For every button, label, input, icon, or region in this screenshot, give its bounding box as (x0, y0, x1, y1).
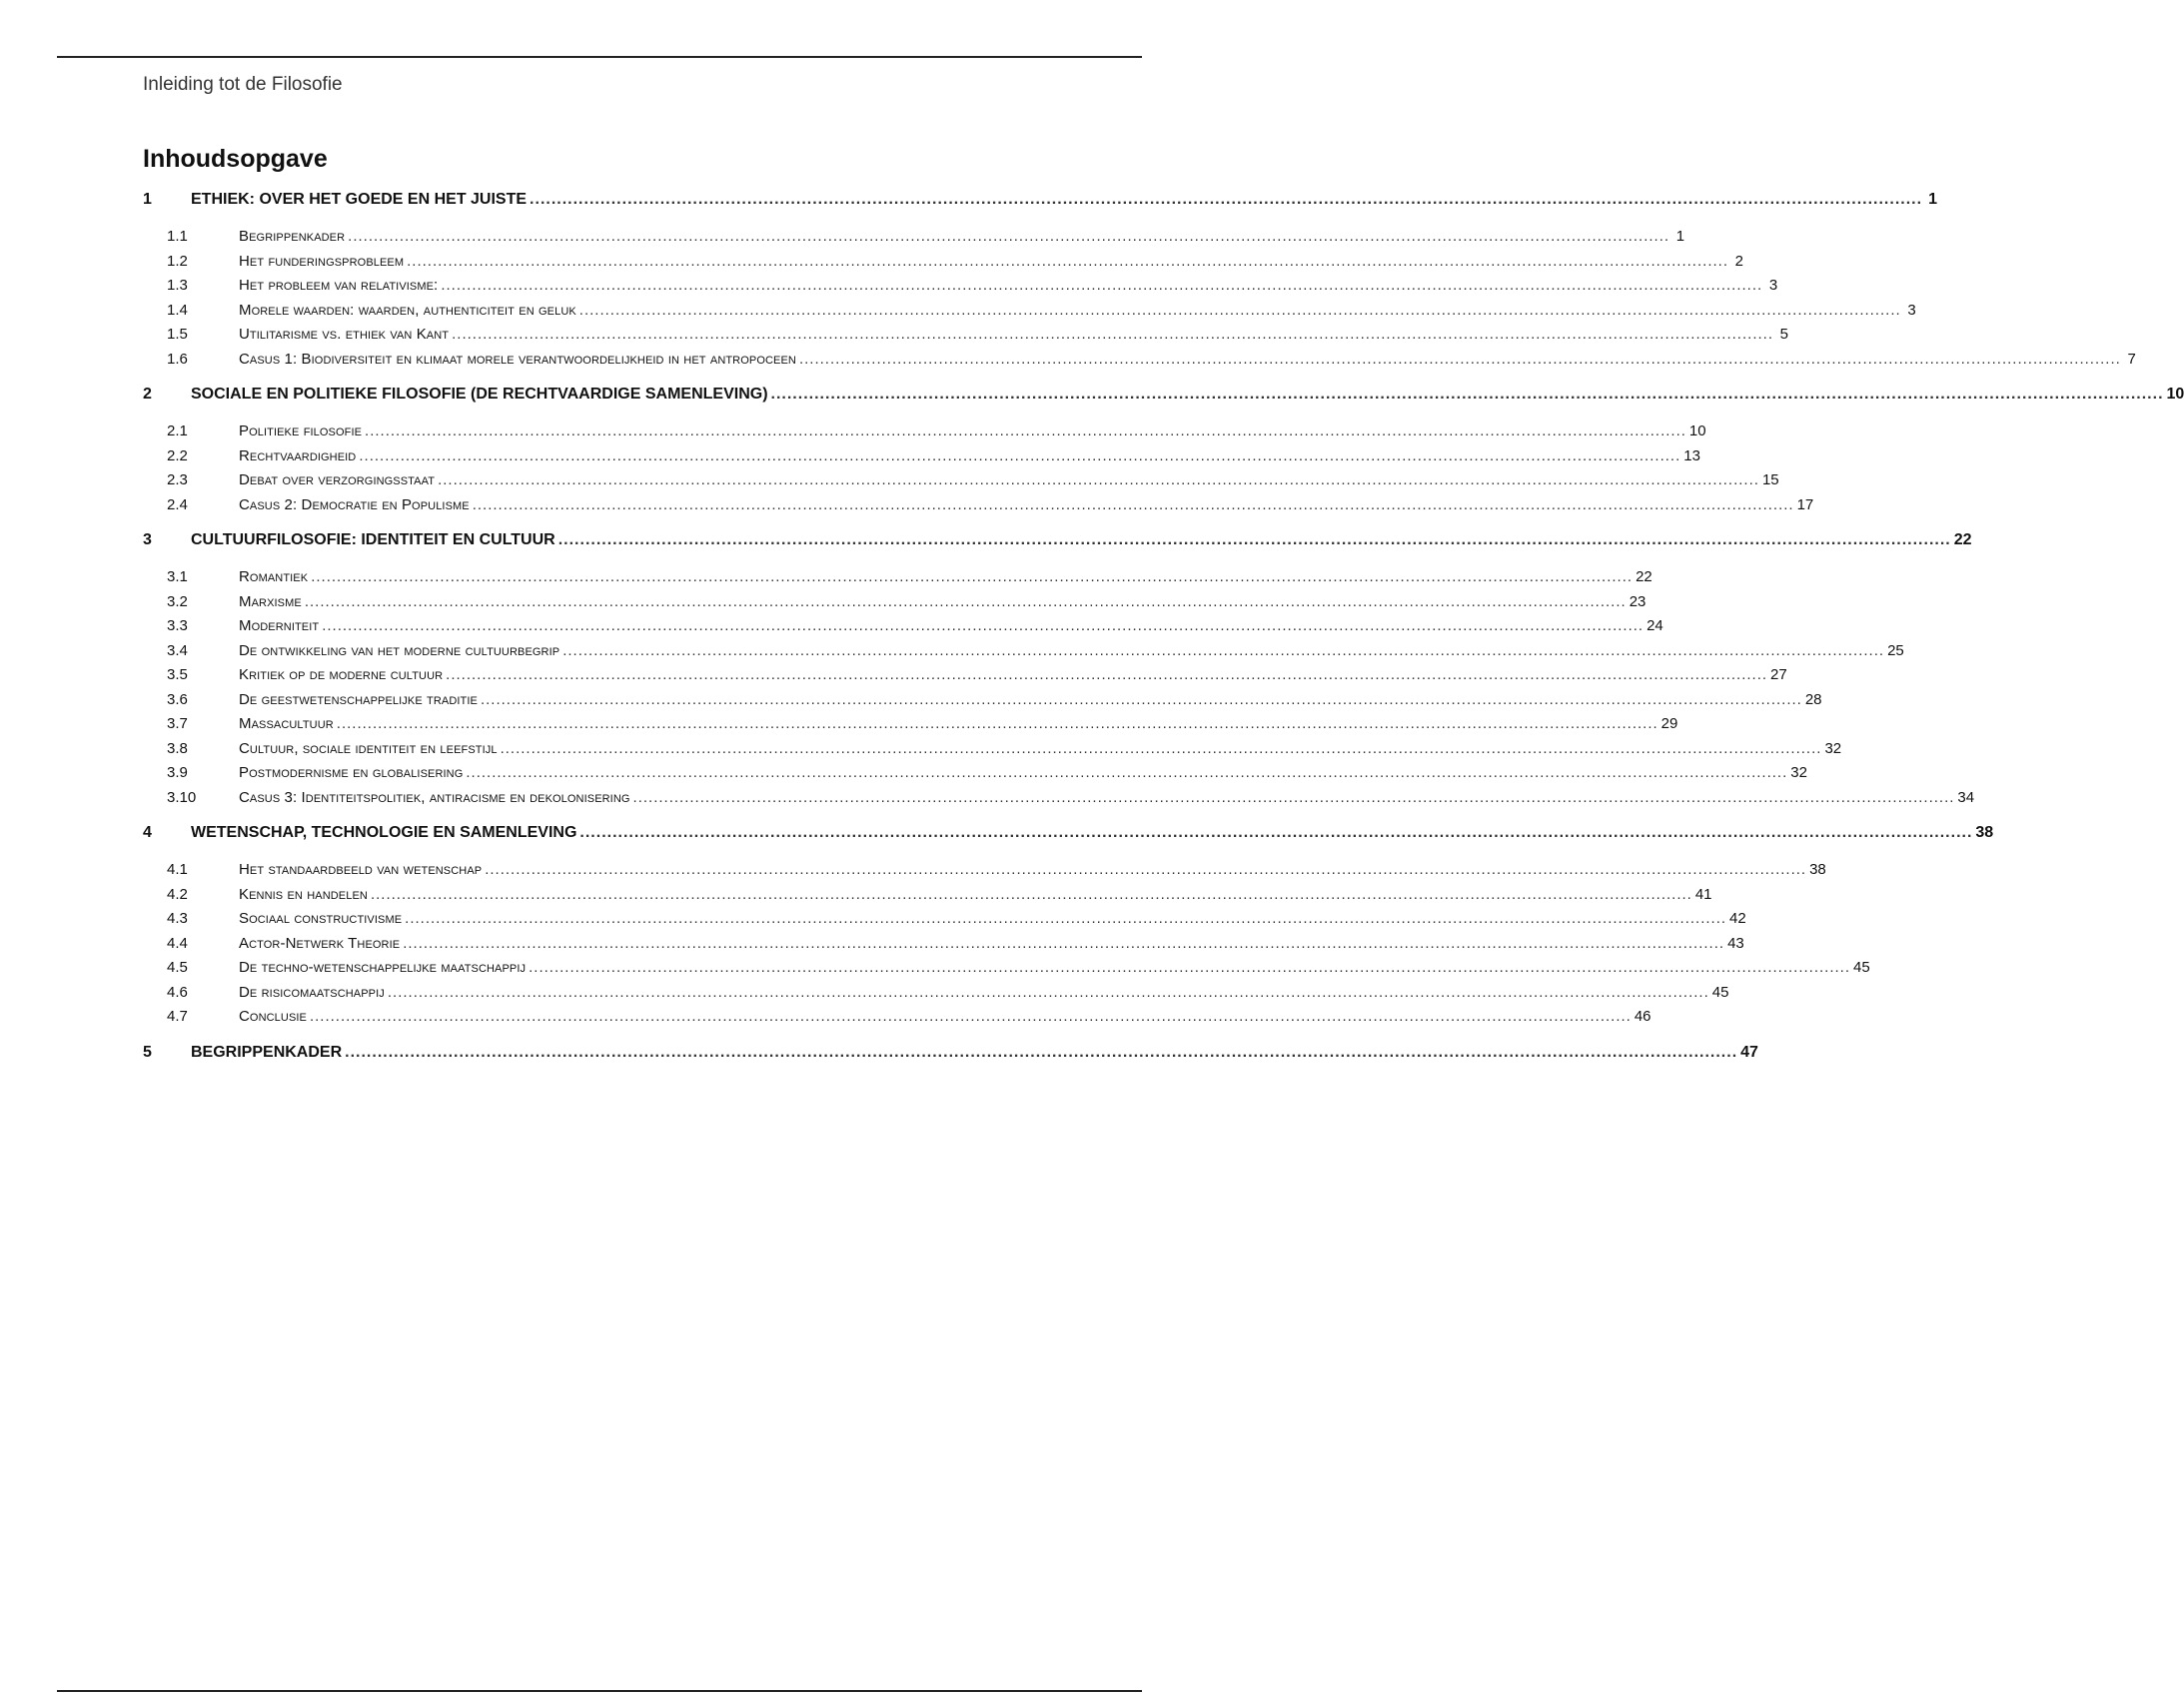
toc-section-entry[interactable] (143, 617, 1663, 642)
toc-section-entry[interactable] (143, 885, 1712, 911)
toc-section-entry[interactable] (143, 568, 1652, 593)
toc-entry-title: WETENSCHAP, TECHNOLOGIE EN SAMENLEVING (191, 824, 577, 841)
toc-entry-page-number: 41 (1694, 885, 1712, 903)
toc-entry-number: 3.9 (167, 764, 188, 781)
toc-entry-page-number: 43 (1727, 934, 1744, 952)
toc-section-entry[interactable] (143, 983, 1729, 1009)
toc-section-entry[interactable] (143, 690, 1822, 716)
toc-dot-leader (310, 1008, 1632, 1025)
toc-dot-leader (473, 496, 1794, 513)
toc-entry-page-number: 34 (1957, 788, 1975, 806)
toc-entry-number: 4.6 (167, 983, 188, 1001)
toc-section-entry[interactable] (143, 471, 1779, 496)
toc-entry-title: Debat over verzorgingsstaat (239, 471, 436, 488)
toc-entry-page-number: 27 (1770, 666, 1787, 683)
footer-rule (57, 1690, 1142, 1692)
toc-entry-page-number: 10 (2166, 386, 2184, 403)
toc-entry-title: Morele waarden: waarden, authenticiteit en geluk (239, 301, 576, 319)
toc-dot-leader (446, 666, 1767, 683)
toc-entry-number: 3.1 (167, 568, 188, 585)
toc-entry-title: De geestwetenschappelijke traditie (239, 690, 478, 708)
toc-dot-leader (562, 642, 1884, 659)
toc-entry-number: 1 (143, 191, 152, 208)
toc-heading: Inhoudsopgave (143, 145, 328, 173)
toc-entry-title: Sociaal constructivisme (239, 910, 403, 927)
toc-section-entry[interactable] (143, 252, 1743, 278)
toc-chapter-entry[interactable] (143, 386, 2184, 412)
toc-entry-page-number: 38 (1809, 861, 1826, 878)
toc-section-entry[interactable] (143, 910, 1746, 935)
toc-dot-leader (529, 959, 1850, 976)
toc-entry-title: Begrippenkader (239, 228, 346, 245)
toc-dot-leader (579, 824, 1972, 842)
toc-dot-leader (530, 191, 1922, 209)
toc-entry-title: De risicomaatschappij (239, 983, 385, 1001)
toc-entry-number: 3.5 (167, 666, 188, 683)
toc-dot-leader (322, 617, 1643, 634)
toc-dot-leader (441, 277, 1762, 294)
toc-entry-title: Het probleem van relativisme: (239, 277, 439, 294)
toc-section-entry[interactable] (143, 592, 1646, 618)
toc-dot-leader (633, 789, 1955, 806)
toc-entry-title: Casus 1: Biodiversiteit en klimaat morele verantwoordelijkheid in het antropoceen (239, 350, 796, 368)
toc-chapter-entry[interactable] (143, 191, 1938, 217)
toc-entry-number: 4 (143, 824, 152, 841)
toc-dot-leader (452, 326, 1773, 343)
toc-dot-leader (345, 1044, 1737, 1062)
toc-entry-title: Politieke filosofie (239, 423, 363, 439)
toc-entry-number: 4.5 (167, 959, 188, 976)
toc-entry-page-number: 42 (1729, 910, 1746, 927)
toc-section-entry[interactable] (143, 861, 1826, 886)
toc-entry-number: 3.4 (167, 641, 188, 659)
toc-entry-number: 3 (143, 531, 152, 548)
toc-entry-page-number: 24 (1646, 617, 1663, 634)
toc-section-entry[interactable] (143, 446, 1700, 472)
toc-entry-page-number: 22 (1636, 568, 1652, 585)
toc-entry-page-number: 1 (1928, 191, 1938, 208)
header-rule (57, 56, 1142, 58)
toc-entry-title: De techno-wetenschappelijke maatschappij (239, 959, 527, 976)
toc-dot-leader (365, 423, 1686, 439)
toc-entry-title: Actor-Netwerk Theorie (239, 934, 401, 952)
toc-entry-page-number: 25 (1887, 641, 1904, 659)
toc-entry-number: 2 (143, 386, 152, 403)
toc-section-entry[interactable] (143, 228, 1685, 253)
toc-dot-leader (311, 568, 1633, 585)
toc-dot-leader (466, 764, 1787, 781)
toc-entry-number: 1.3 (167, 277, 188, 294)
toc-entry-number: 1.1 (167, 228, 188, 245)
toc-dot-leader (771, 386, 2164, 404)
toc-section-entry[interactable] (143, 959, 1870, 984)
toc-entry-page-number: 10 (1688, 423, 1706, 439)
toc-dot-leader (407, 253, 1728, 270)
toc-entry-page-number: 5 (1779, 326, 1788, 343)
toc-section-entry[interactable] (143, 495, 1814, 521)
toc-entry-title: Kritiek op de moderne cultuur (239, 666, 444, 683)
toc-entry-number: 5 (143, 1043, 152, 1061)
toc-dot-leader (799, 351, 2121, 368)
toc-dot-leader (403, 935, 1724, 952)
toc-entry-title: Rechtvaardigheid (239, 446, 357, 464)
toc-entry-page-number: 32 (1790, 764, 1807, 781)
toc-entry-number: 3.2 (167, 592, 188, 610)
toc-entry-title: Het funderingsprobleem (239, 252, 405, 270)
toc-dot-leader (348, 228, 1669, 245)
toc-entry-page-number: 13 (1683, 446, 1700, 464)
toc-entry-page-number: 29 (1660, 715, 1678, 732)
toc-entry-page-number: 3 (1907, 301, 1916, 319)
toc-entry-title: SOCIALE EN POLITIEKE FILOSOFIE (DE RECHTVAARDIGE SAMENLEVING) (191, 386, 768, 403)
toc-entry-title: Conclusie (239, 1008, 307, 1025)
toc-dot-leader (485, 861, 1806, 878)
toc-entry-page-number: 23 (1629, 592, 1646, 610)
toc-dot-leader (438, 471, 1759, 488)
toc-entry-page-number: 1 (1675, 228, 1685, 245)
toc-entry-title: Kennis en handelen (239, 885, 368, 903)
toc-entry-page-number: 17 (1796, 495, 1814, 513)
toc-entry-page-number: 2 (1734, 252, 1743, 270)
toc-entry-page-number: 3 (1768, 277, 1778, 294)
toc-entry-number: 2.3 (167, 471, 188, 488)
toc-entry-title: Romantiek (239, 568, 309, 585)
toc-section-entry[interactable] (143, 326, 1788, 351)
toc-chapter-entry[interactable] (143, 531, 1972, 557)
toc-section-entry[interactable] (143, 301, 1916, 327)
toc-entry-title: CULTUURFILOSOFIE: IDENTITEIT EN CULTUUR (191, 531, 555, 548)
toc-chapter-entry[interactable] (143, 1043, 1758, 1070)
toc-section-entry[interactable] (143, 666, 1787, 691)
toc-entry-number: 4.7 (167, 1008, 188, 1025)
toc-entry-title: Casus 2: Democratie en Populisme (239, 495, 470, 513)
toc-entry-title: Postmodernisme en globalisering (239, 764, 464, 781)
toc-entry-title: Cultuur, sociale identiteit en leefstijl (239, 739, 498, 757)
toc-entry-number: 3.3 (167, 617, 188, 634)
toc-entry-page-number: 45 (1853, 959, 1870, 976)
toc-dot-leader (305, 593, 1627, 610)
toc-entry-page-number: 22 (1953, 531, 1972, 548)
toc-entry-page-number: 38 (1975, 824, 1994, 841)
table-of-contents (143, 191, 2184, 1081)
toc-section-entry[interactable] (143, 423, 1706, 447)
toc-entry-page-number: 15 (1761, 471, 1779, 488)
toc-dot-leader (371, 886, 1692, 903)
toc-entry-title: Casus 3: Identiteitspolitiek, antiracisme en dekolonisering (239, 788, 630, 806)
toc-entry-number: 4.3 (167, 910, 188, 927)
toc-entry-page-number: 45 (1711, 983, 1729, 1001)
toc-entry-number: 3.7 (167, 715, 188, 732)
toc-entry-title: Utilitarisme vs. ethiek van Kant (239, 326, 450, 343)
toc-entry-number: 2.2 (167, 446, 188, 464)
toc-entry-number: 3.10 (167, 788, 197, 806)
toc-entry-page-number: 7 (2127, 350, 2136, 368)
toc-dot-leader (405, 910, 1726, 927)
toc-entry-title: Marxisme (239, 592, 302, 610)
toc-entry-number: 4.4 (167, 934, 188, 952)
toc-entry-page-number: 28 (1804, 690, 1822, 708)
toc-entry-number: 3.8 (167, 739, 188, 757)
toc-entry-number: 2.4 (167, 495, 188, 513)
toc-entry-title: Moderniteit (239, 617, 320, 634)
toc-dot-leader (501, 740, 1822, 757)
toc-section-entry[interactable] (143, 788, 1975, 814)
toc-dot-leader (579, 302, 1901, 319)
toc-section-entry[interactable] (143, 715, 1678, 740)
toc-dot-leader (481, 691, 1802, 708)
toc-section-entry[interactable] (143, 277, 1778, 302)
toc-entry-number: 3.6 (167, 690, 188, 708)
toc-dot-leader (388, 984, 1709, 1001)
toc-dot-leader (558, 531, 1951, 549)
toc-entry-number: 1.4 (167, 301, 188, 319)
toc-entry-number: 2.1 (167, 423, 188, 439)
toc-entry-number: 1.2 (167, 252, 188, 270)
toc-entry-page-number: 46 (1634, 1008, 1651, 1025)
toc-section-entry[interactable] (143, 764, 1807, 789)
toc-chapter-entry[interactable] (143, 824, 1994, 850)
toc-entry-title: Massacultuur (239, 715, 334, 732)
toc-section-entry[interactable] (143, 739, 1842, 765)
toc-dot-leader (359, 447, 1680, 464)
toc-entry-number: 1.6 (167, 350, 188, 368)
running-header: Inleiding tot de Filosofie (143, 74, 343, 95)
toc-dot-leader (337, 715, 1658, 732)
toc-entry-title: De ontwikkeling van het moderne cultuurbegrip (239, 641, 560, 659)
toc-section-entry[interactable] (143, 350, 2136, 376)
toc-entry-page-number: 47 (1740, 1043, 1758, 1061)
toc-entry-page-number: 32 (1824, 739, 1842, 757)
toc-section-entry[interactable] (143, 1008, 1651, 1033)
toc-entry-title: ETHIEK: OVER HET GOEDE EN HET JUISTE (191, 191, 528, 208)
toc-entry-number: 1.5 (167, 326, 188, 343)
toc-entry-title: BEGRIPPENKADER (191, 1043, 343, 1061)
toc-entry-number: 4.1 (167, 861, 188, 878)
toc-section-entry[interactable] (143, 641, 1904, 667)
toc-entry-title: Het standaardbeeld van wetenschap (239, 861, 483, 878)
toc-section-entry[interactable] (143, 934, 1744, 960)
toc-entry-number: 4.2 (167, 885, 188, 903)
